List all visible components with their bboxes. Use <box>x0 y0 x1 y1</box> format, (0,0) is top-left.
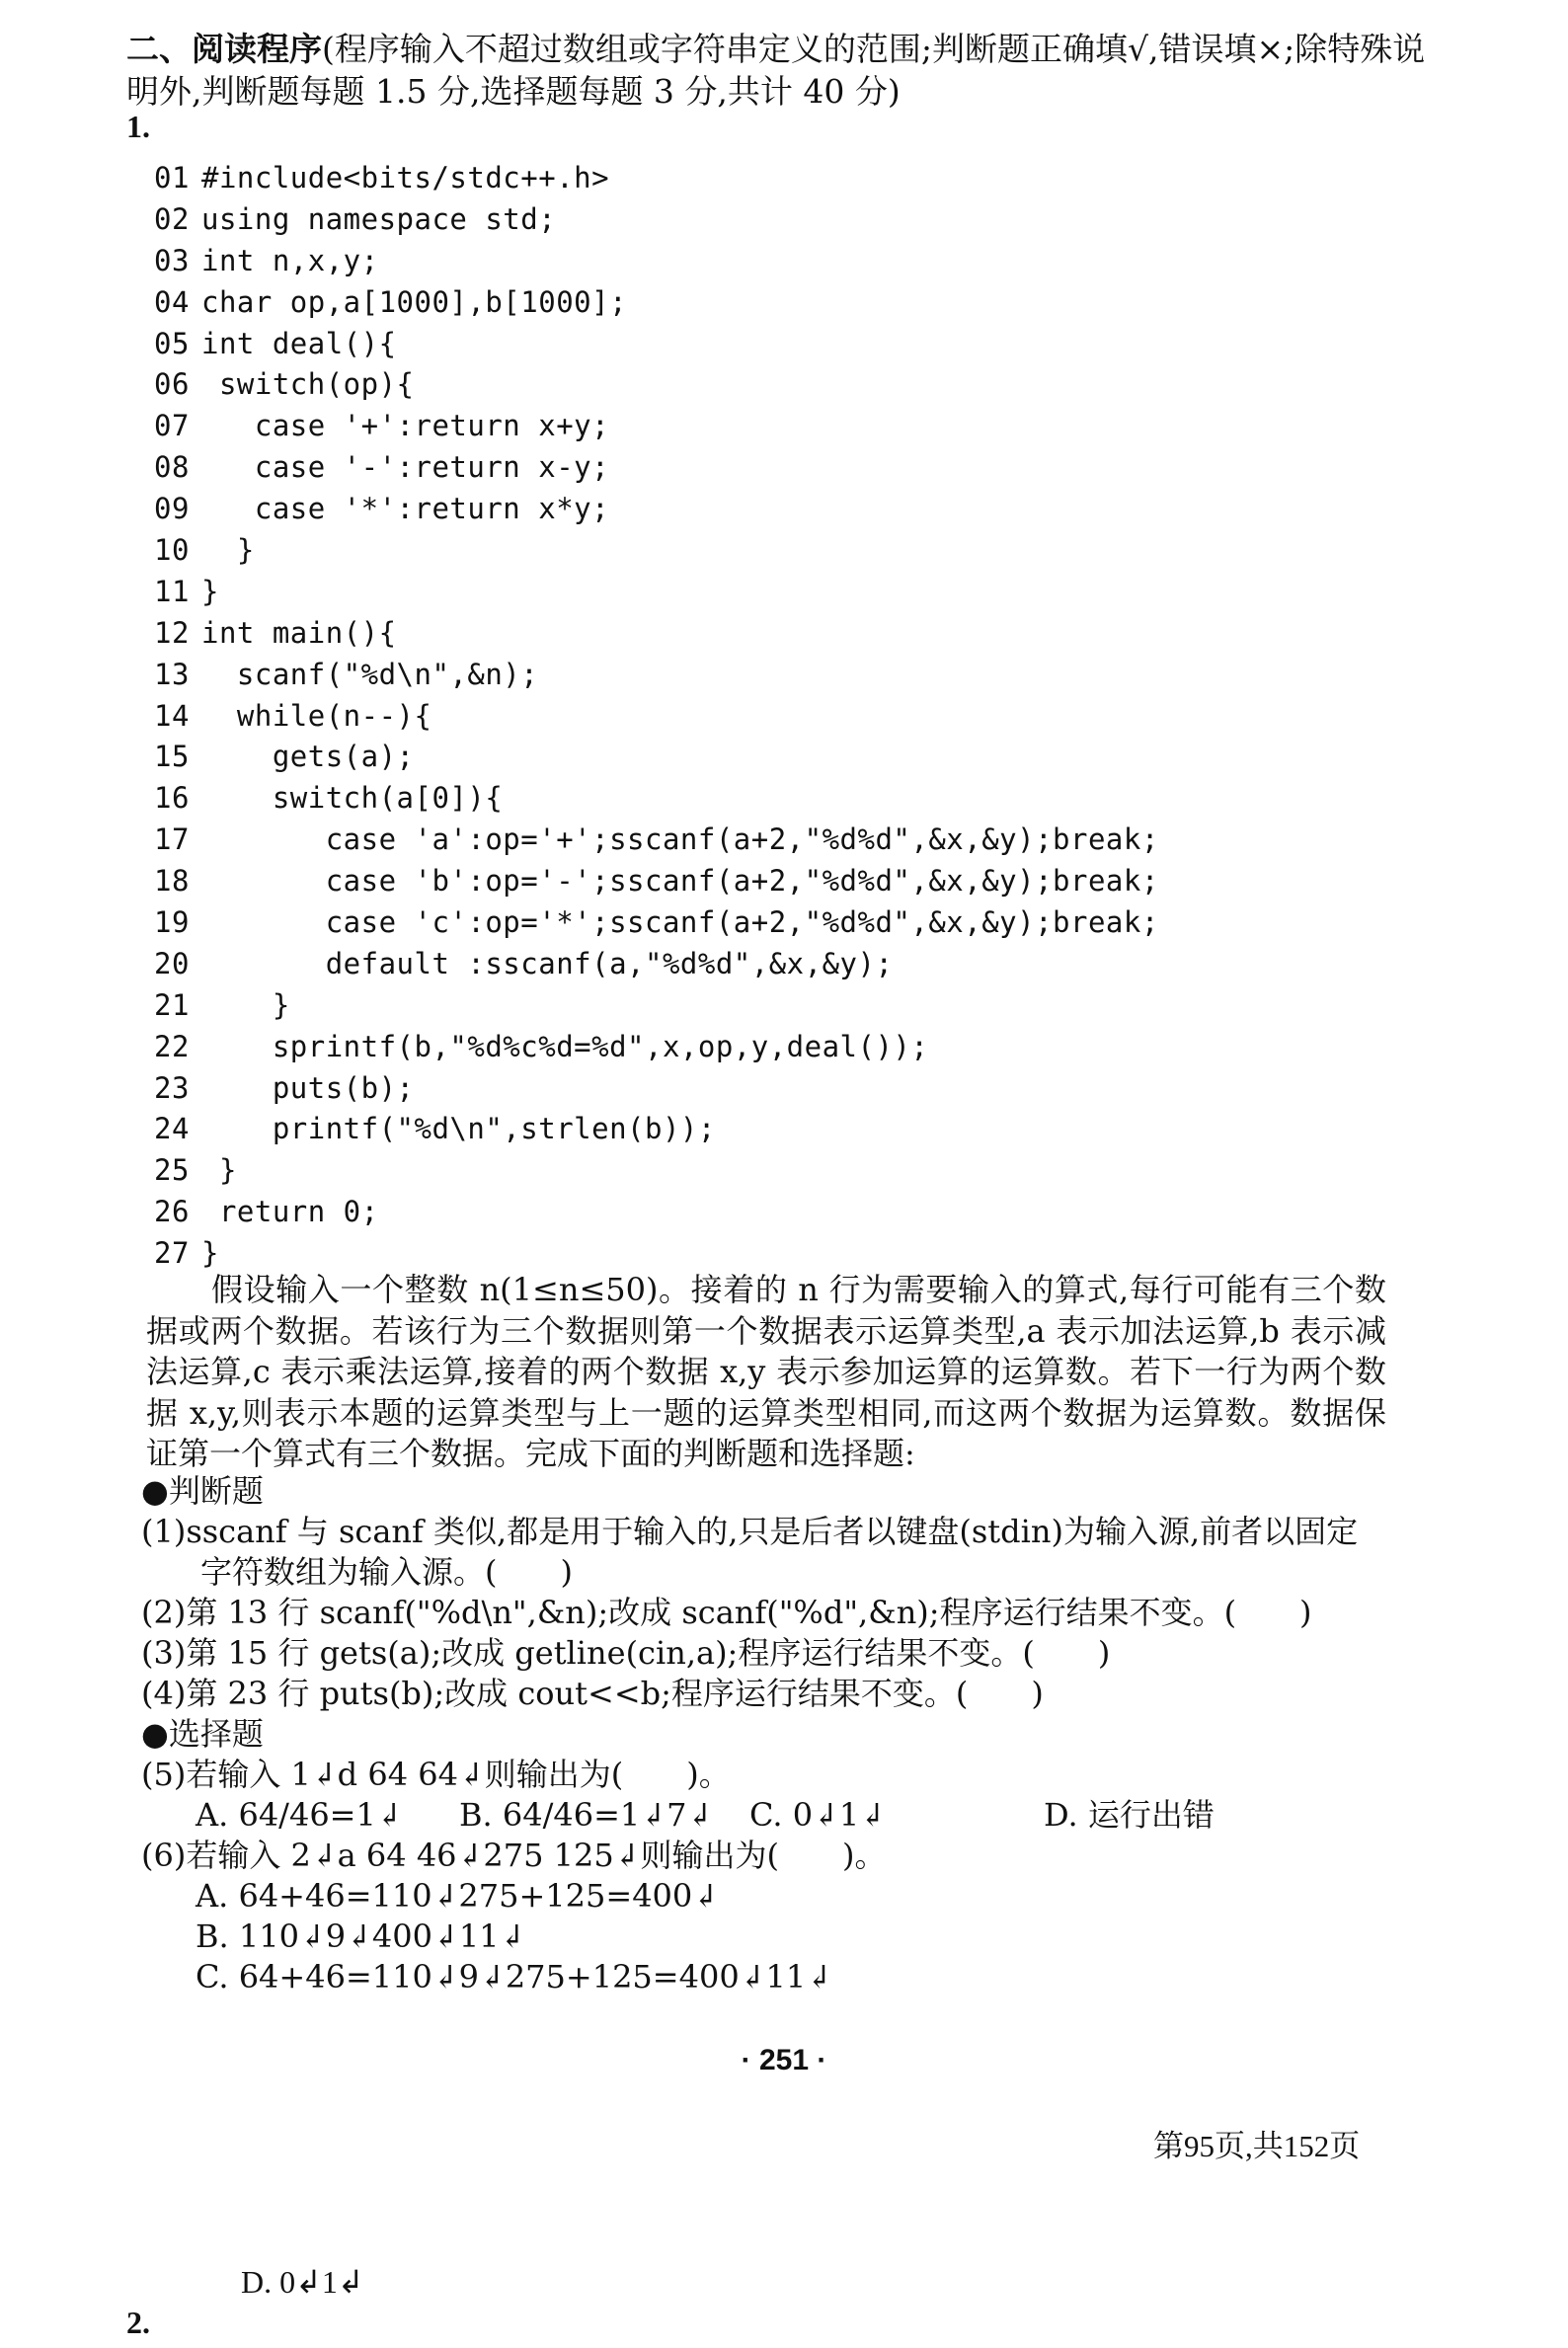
code-text: sprintf(b,"%d%c%d=%d",x,op,y,deal()); <box>201 1029 929 1063</box>
code-line <box>154 820 1438 861</box>
line-number: 04 <box>154 284 190 319</box>
line-number: 12 <box>154 615 190 650</box>
section-heading <box>126 28 1430 113</box>
option-c: C. 64+46=110↲9↲275+125=400↲11↲ <box>196 1958 833 1996</box>
line-number: 14 <box>154 698 190 733</box>
code-line <box>154 985 1438 1027</box>
code-line <box>154 902 1438 944</box>
code-listing <box>154 158 1438 1275</box>
line-number: 20 <box>154 946 190 980</box>
description-text: 假设输入一个整数 n(1≤n≤50)。接着的 n 行为需要输入的算式,每行可能有三个数据或两个数据。若该行为三个数据则第一个数据表示运算类型,a 表示加法运算,b 表示减法运算,c 表示乘法运算,接着的两个数据 x,y 表示参加运算的运算数。若下一行为两个数据 x,y,则表示本题的运算类型与上一题的运算类型相同,而这两个数据为运算数。数据保证第一个算式有三个数据。完成下面的判断题和选择题: <box>146 1271 1386 1472</box>
code-text: int deal(){ <box>201 326 397 360</box>
code-line <box>154 1192 1438 1233</box>
judge-section <box>141 1471 1425 1714</box>
code-line <box>154 282 1438 324</box>
judge-item-3: (3)第 15 行 gets(a);改成 getline(cin,a);程序运行结果不变。( ) <box>141 1634 1111 1672</box>
code-line <box>154 572 1438 613</box>
code-line <box>154 199 1438 241</box>
line-number: 03 <box>154 243 190 277</box>
option-d: D. 运行出错 <box>1044 1796 1215 1834</box>
code-line <box>154 778 1438 820</box>
judge-heading: ●判断题 <box>141 1472 264 1510</box>
code-text: } <box>201 1236 219 1271</box>
line-number: 15 <box>154 740 190 774</box>
code-text: } <box>201 987 290 1022</box>
line-number: 06 <box>154 367 190 402</box>
judge-item-1-line-1: (1)sscanf 与 scanf 类似,都是用于输入的,只是后者以键盘(stdin)为输入源,前者以固定 <box>141 1513 1359 1550</box>
line-number: 02 <box>154 201 190 236</box>
option-b: B. 110↲9↲400↲11↲ <box>196 1918 526 1955</box>
line-number: 18 <box>154 864 190 899</box>
code-line <box>154 861 1438 902</box>
code-line <box>154 655 1438 696</box>
line-number: 26 <box>154 1195 190 1229</box>
line-number: 13 <box>154 657 190 691</box>
code-text: switch(a[0]){ <box>201 781 504 816</box>
code-text: printf("%d\n",strlen(b)); <box>201 1112 716 1146</box>
code-text: #include<bits/stdc++.h> <box>201 161 610 195</box>
code-text: switch(op){ <box>201 367 415 402</box>
code-text: } <box>201 574 219 608</box>
code-text: scanf("%d\n",&n); <box>201 657 539 691</box>
code-text: case 'a':op='+';sscanf(a+2,"%d%d",&x,&y);break; <box>201 822 1159 857</box>
problem-description <box>146 1270 1386 1475</box>
line-number: 25 <box>154 1153 190 1188</box>
line-number: 08 <box>154 450 190 485</box>
code-text: case '*':return x*y; <box>201 492 610 526</box>
line-number: 19 <box>154 905 190 940</box>
code-text: while(n--){ <box>201 698 432 733</box>
code-line <box>154 1027 1438 1068</box>
code-line <box>154 324 1438 365</box>
code-line <box>154 944 1438 985</box>
code-text: return 0; <box>201 1195 379 1229</box>
line-number: 01 <box>154 161 190 195</box>
line-number: 17 <box>154 822 190 857</box>
code-text: gets(a); <box>201 740 415 774</box>
page-count: 第95页,共152页 <box>1153 2129 1361 2163</box>
code-text: int main(){ <box>201 615 397 650</box>
next-question-number: 2. <box>126 2305 150 2340</box>
line-number: 10 <box>154 533 190 568</box>
code-line <box>154 364 1438 406</box>
code-line <box>154 613 1438 655</box>
code-text: case '+':return x+y; <box>201 409 610 443</box>
option-b: B. 64/46=1↲7↲ <box>459 1796 714 1834</box>
question-number: 1. <box>126 109 150 144</box>
line-number: 05 <box>154 326 190 360</box>
code-text: case '-':return x-y; <box>201 450 610 485</box>
line-number: 11 <box>154 574 190 608</box>
judge-item-1-line-2: 字符数组为输入源。( ) <box>200 1553 573 1591</box>
option-a: A. 64+46=110↲275+125=400↲ <box>196 1877 720 1915</box>
code-line <box>154 1109 1438 1150</box>
code-text: } <box>201 533 255 568</box>
choice-heading: ●选择题 <box>141 1715 264 1753</box>
code-line <box>154 447 1438 489</box>
line-number: 07 <box>154 409 190 443</box>
code-text: char op,a[1000],b[1000]; <box>201 284 628 319</box>
line-number: 16 <box>154 781 190 816</box>
line-number: 27 <box>154 1236 190 1271</box>
line-number: 23 <box>154 1070 190 1105</box>
judge-item-2: (2)第 13 行 scanf("%d\n",&n);改成 scanf("%d",&n);程序运行结果不变。( ) <box>141 1594 1312 1631</box>
code-line <box>154 158 1438 199</box>
line-number: 21 <box>154 987 190 1022</box>
choice-section <box>141 1714 1425 1997</box>
code-text: case 'c':op='*';sscanf(a+2,"%d%d",&x,&y);break; <box>201 905 1159 940</box>
line-number: 09 <box>154 492 190 526</box>
code-line <box>154 1150 1438 1192</box>
code-line <box>154 696 1438 738</box>
code-line <box>154 530 1438 572</box>
line-number: 24 <box>154 1112 190 1146</box>
code-text: case 'b':op='-';sscanf(a+2,"%d%d",&x,&y);break; <box>201 864 1159 899</box>
line-number: 22 <box>154 1029 190 1063</box>
page-number: · 251 · <box>741 2044 827 2076</box>
code-line <box>154 1068 1438 1110</box>
code-line <box>154 489 1438 530</box>
section-title: 二、阅读程序 <box>126 30 322 68</box>
choice-item-5-options <box>141 1795 1425 1836</box>
code-text: using namespace std; <box>201 201 557 236</box>
choice-item-6: (6)若输入 2↲a 64 46↲275 125↲则输出为( )。 <box>141 1837 887 1874</box>
option-c: C. 0↲1↲ <box>749 1796 887 1834</box>
code-text: default :sscanf(a,"%d%d",&x,&y); <box>201 946 894 980</box>
option-a: A. 64/46=1↲ <box>196 1796 403 1834</box>
choice-item-5: (5)若输入 1↲d 64 64↲则输出为( )。 <box>141 1756 731 1793</box>
code-line <box>154 1233 1438 1275</box>
code-line <box>154 737 1438 778</box>
code-text: puts(b); <box>201 1070 415 1105</box>
code-text: } <box>201 1153 237 1188</box>
code-line <box>154 241 1438 282</box>
option-d: D. 0↲1↲ <box>241 2264 364 2300</box>
judge-item-4: (4)第 23 行 puts(b);改成 cout<<b;程序运行结果不变。( ) <box>141 1675 1044 1712</box>
section-instructions: (程序输入不超过数组或字符串定义的范围;判断题正确填√,错误填×;除特殊说明外,判断题每题 1.5 分,选择题每题 3 分,共计 40 分) <box>126 30 1426 111</box>
code-text: int n,x,y; <box>201 243 379 277</box>
code-line <box>154 406 1438 447</box>
